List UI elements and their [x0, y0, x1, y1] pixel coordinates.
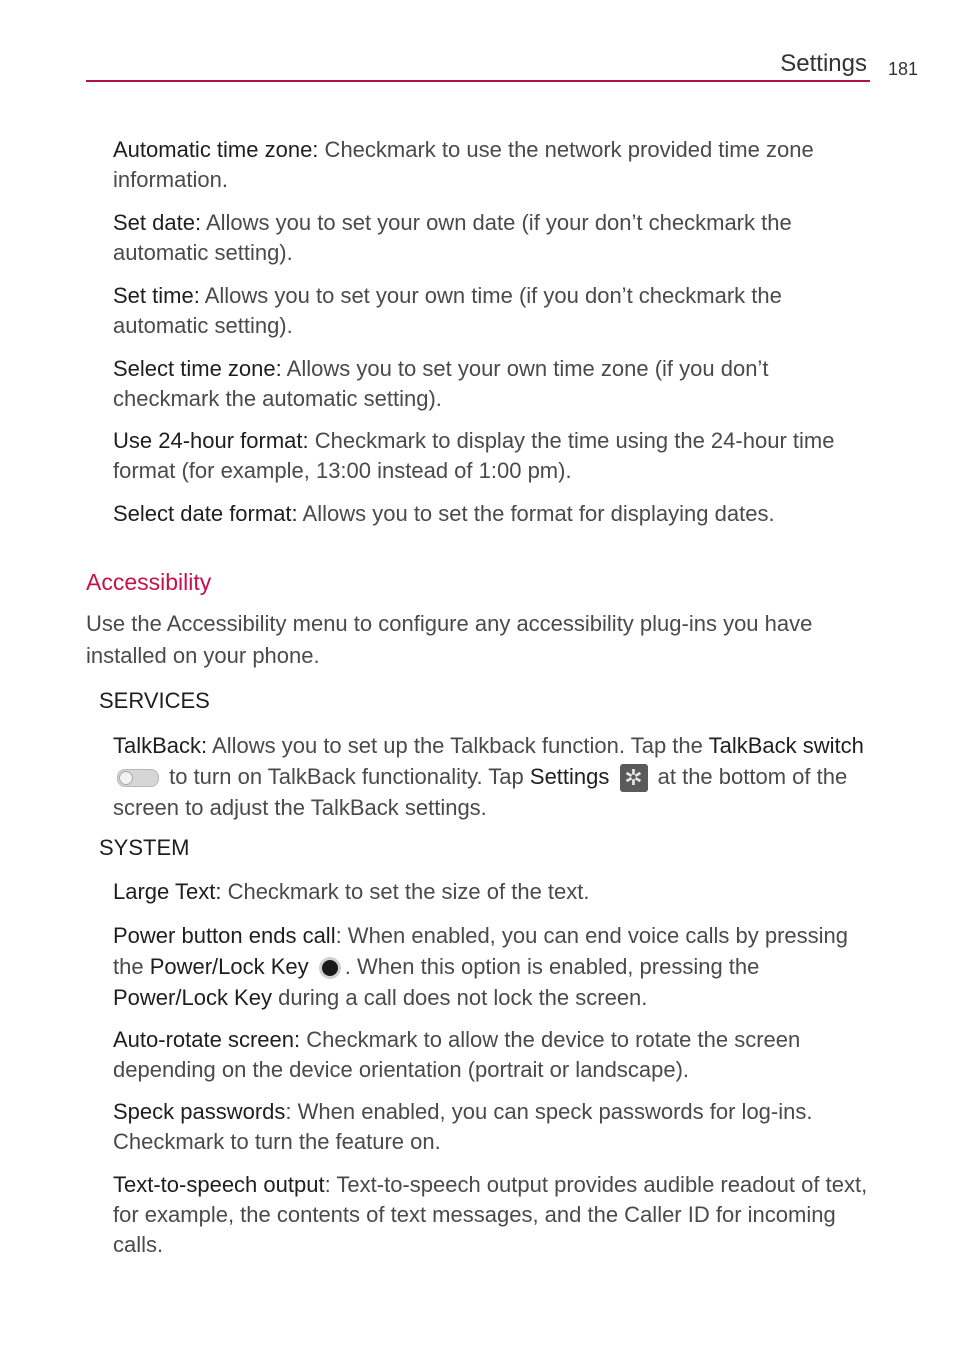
entry-term: Power button ends call	[113, 923, 336, 948]
entry-large-text	[113, 877, 873, 907]
entry-description: Allows you to set the format for displaying dates.	[297, 501, 775, 526]
entry-auto-rotate-screen	[113, 1025, 873, 1085]
gear-icon: ✲	[620, 764, 648, 792]
system-subheading: SYSTEM	[99, 835, 190, 860]
header-title: Settings	[780, 50, 867, 77]
entry-description: : Text-to-speech output provides audible readout of text, for example, the contents of text messages, and the Caller ID for incoming calls.	[113, 1172, 868, 1257]
entry-text-to-speech-output	[113, 1170, 873, 1260]
entry-description: : When enabled, you can speck passwords for log-ins. Checkmark to turn the feature on.	[113, 1099, 813, 1154]
entry-description: Allows you to set your own date (if your don’t checkmark the automatic setting).	[113, 210, 792, 265]
entry-description: at the bottom of the screen to adjust the TalkBack settings.	[113, 764, 848, 821]
power-lock-key-term: Power/Lock Key	[149, 954, 309, 979]
entry-description: to turn on TalkBack functionality. Tap	[163, 764, 530, 789]
settings-term: Settings	[529, 764, 610, 789]
entry-description: Checkmark to display the time using the 24-hour time format (for example, 13:00 instead of 1:00 pm).	[113, 428, 835, 483]
entry-description: Checkmark to set the size of the text.	[221, 879, 590, 904]
entry-description: Allows you to set your own time zone (if you don’t checkmark the automatic setting).	[113, 356, 769, 411]
entry-description: Checkmark to use the network provided time zone information.	[113, 137, 814, 192]
entry-term: Use 24-hour format:	[113, 428, 309, 453]
entry-term: Text-to-speech output	[113, 1172, 325, 1197]
entry-term: Speck passwords	[113, 1099, 286, 1124]
entry-term: Large Text:	[113, 879, 222, 904]
entry-term: Set date:	[113, 210, 202, 235]
entry-talkback	[113, 730, 873, 823]
header-divider	[86, 80, 870, 82]
entry-description: . When this option is enabled, pressing the	[344, 954, 760, 979]
entry-term: Select date format:	[113, 501, 298, 526]
entry-term: TalkBack:	[113, 733, 208, 758]
entry-term: Auto-rotate screen:	[113, 1027, 301, 1052]
entry-power-button-ends-call	[113, 920, 873, 1013]
entry-speck-passwords	[113, 1097, 873, 1157]
power-lock-key-term: Power/Lock Key	[113, 985, 272, 1010]
entry-set-date	[113, 208, 873, 268]
entry-term: Automatic time zone:	[113, 137, 319, 162]
toggle-switch-icon	[117, 769, 159, 787]
entry-use-24-hour-format	[113, 426, 873, 486]
entry-description: during a call does not lock the screen.	[271, 985, 648, 1010]
page-header	[0, 0, 954, 90]
entry-description: Allows you to set up the Talkback function. Tap the	[207, 733, 709, 758]
talkback-switch-term: TalkBack switch	[708, 733, 864, 758]
entry-term: Select time zone:	[113, 356, 282, 381]
page-number: 181	[888, 59, 919, 79]
entry-select-time-zone	[113, 354, 873, 414]
accessibility-intro: Use the Accessibility menu to configure any accessibility plug-ins you have installed on your phone.	[86, 611, 813, 668]
power-key-icon	[319, 957, 341, 979]
entry-description: : When enabled, you can end voice calls by pressing the	[113, 923, 848, 979]
entry-set-time	[113, 281, 873, 341]
entry-term: Set time:	[113, 283, 200, 308]
accessibility-heading: Accessibility	[86, 569, 212, 595]
entry-description: Allows you to set your own time (if you don’t checkmark the automatic setting).	[113, 283, 782, 338]
entry-description: Checkmark to allow the device to rotate the screen depending on the device orientation (portrait or landscape).	[113, 1027, 801, 1082]
entry-select-date-format	[113, 499, 873, 529]
entry-automatic-time-zone	[113, 135, 873, 195]
services-subheading: SERVICES	[99, 688, 210, 713]
